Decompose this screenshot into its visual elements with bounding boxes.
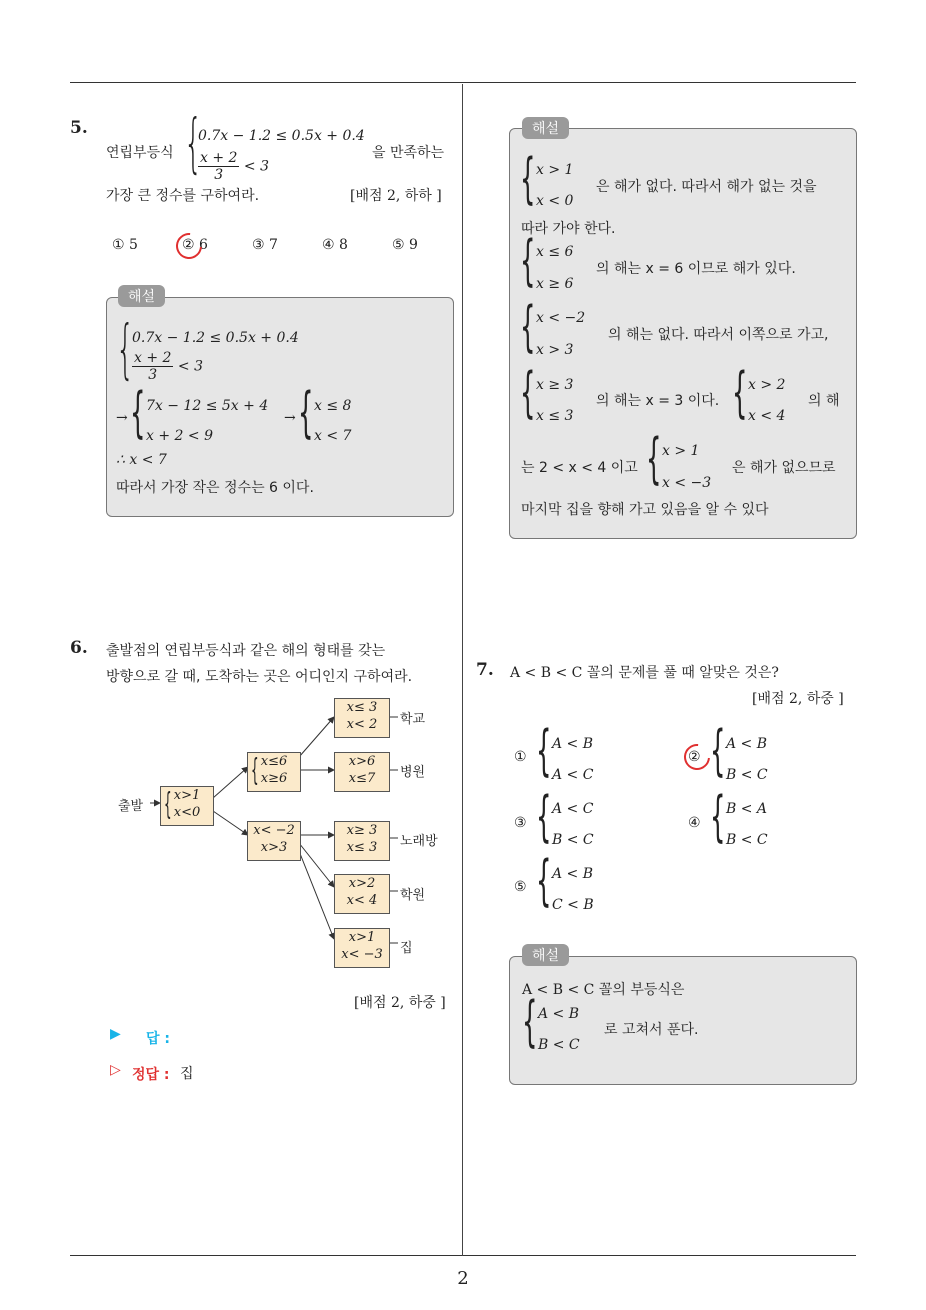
q7-opt1-brace: {: [536, 719, 552, 782]
q5-option-3[interactable]: ③ 7: [252, 237, 278, 253]
r-s5pre: 는 2 < x < 4 이고: [521, 460, 638, 476]
q5-option-1[interactable]: ① 5: [112, 237, 138, 253]
q6-dest-4-a: x>2: [348, 876, 376, 891]
r-s1cont: 따라 가야 한다.: [521, 221, 616, 237]
r-s5a: x > 1: [662, 443, 700, 459]
q5-sol-brace: {: [116, 313, 135, 387]
q7-opt4-brace: {: [710, 785, 726, 848]
q5-ineq2-rest: < 3: [243, 158, 269, 175]
q6-correct-label: 정답 :: [132, 1067, 170, 1083]
q5-option-4[interactable]: ④ 8: [322, 237, 348, 253]
q5-sol-line2-rest: < 3: [177, 358, 203, 375]
q6-node-start: { x>1 x<0: [160, 786, 214, 826]
r-s3b: x > 3: [536, 342, 574, 358]
r-s4text2: 의 해: [808, 393, 840, 409]
q6-node-1: { x≤6 x≥6: [247, 752, 301, 792]
q7-sol-a: A < B: [538, 1006, 580, 1022]
q5-ineq1: 0.7x − 1.2 ≤ 0.5x + 0.4: [198, 128, 365, 144]
q5-ineq2-num: x + 2: [200, 150, 238, 166]
bottom-rule: [70, 1255, 856, 1256]
q7-opt5b: C < B: [552, 897, 594, 913]
q6-start-label: 출발: [118, 799, 144, 814]
q7-opt3b: B < C: [552, 832, 594, 848]
q6-node-start-a: x>1: [173, 788, 201, 803]
q5-ineq2-den: 3: [214, 167, 224, 183]
q5-solution-tag: 해설: [118, 285, 165, 307]
q6-node-2-b: x>3: [260, 840, 288, 855]
q7-sol-b: B < C: [538, 1037, 580, 1053]
q5-sol-brace2: {: [130, 381, 146, 444]
q6-dest-4-label: 학원: [400, 888, 426, 903]
q7-opt1a: A < B: [552, 736, 594, 752]
q6-dest-1-a: x≤ 3: [346, 700, 378, 715]
q5-sol-therefore: ∴ x < 7: [116, 452, 167, 468]
top-rule: [70, 82, 856, 83]
r-s6: 마지막 집을 향해 가고 있음을 알 수 있다: [521, 502, 769, 518]
r-s4d: x < 4: [748, 408, 786, 424]
q6-meta: [배점 2, 하중 ]: [354, 995, 446, 1011]
r-s4c: x > 2: [748, 377, 786, 393]
q6-dest-2-a: x>6: [348, 754, 376, 769]
r-brace1: {: [520, 147, 536, 210]
q7-opt2a: A < B: [726, 736, 768, 752]
q7-opt2-brace: {: [710, 719, 726, 782]
q6-node-1-a: x≤6: [260, 754, 288, 769]
q7-number: 7.: [476, 660, 494, 680]
q6-node-start-b: x<0: [173, 805, 201, 820]
q6-answer-label: 답 :: [146, 1031, 170, 1047]
r-s2a: x ≤ 6: [536, 244, 574, 260]
q5-ineq2: [198, 150, 269, 183]
q7-meta: [배점 2, 하중 ]: [752, 691, 844, 707]
r-s5text: 은 해가 없으므로: [732, 460, 836, 476]
q6-answer-marker: ▶: [110, 1026, 121, 1042]
q6-correct-value: 집: [180, 1066, 194, 1082]
r-s4a: x ≥ 3: [536, 377, 574, 393]
q6-dest-3-label: 노래방: [400, 834, 438, 849]
arrow-to-n1: [213, 767, 248, 798]
q6-line2: 방향으로 갈 때, 도착하는 곳은 어디인지 구하여라.: [106, 669, 413, 685]
q7-opt4-mark[interactable]: ④: [688, 815, 701, 831]
q6-dest-4-b: x< 4: [346, 893, 378, 908]
q7-opt3-brace: {: [536, 785, 552, 848]
r-s1a: x > 1: [536, 162, 574, 178]
q6-node-2-a: x< −2: [253, 823, 295, 838]
q5-sol-arrow2: →: [284, 410, 296, 426]
q6-dest-3-a: x≥ 3: [346, 823, 378, 838]
q7-question: A < B < C 꼴의 문제를 풀 때 알맞은 것은?: [510, 665, 779, 681]
q5-sol-b1: x ≤ 8: [314, 398, 352, 414]
q5-option-2[interactable]: ② 6: [182, 237, 208, 253]
q6-node-1-b: x≥6: [260, 771, 288, 786]
q7-sol-text: 로 고쳐서 푼다.: [604, 1022, 699, 1038]
q5-suffix: 을 만족하는: [372, 145, 445, 161]
q7-opt3-mark[interactable]: ③: [514, 815, 527, 831]
q7-opt5-brace: {: [536, 849, 552, 912]
r-s4text: 의 해는 x = 3 이다.: [596, 393, 720, 409]
q5-line2: 가장 큰 정수를 구하여라.: [106, 188, 260, 204]
q6-dest-5-a: x>1: [348, 930, 376, 945]
q6-dest-1-b: x< 2: [346, 717, 378, 732]
q5-sol-final: 따라서 가장 작은 정수는 6 이다.: [116, 480, 314, 496]
q7-opt5-mark[interactable]: ⑤: [514, 879, 527, 895]
r-brace4: {: [520, 361, 536, 424]
q7-opt3a: A < C: [552, 801, 594, 817]
q6-dest-1-label: 학교: [400, 712, 426, 727]
r-s2text: 의 해는 x = 6 이므로 해가 있다.: [596, 261, 796, 277]
q5-sol-a1: 7x − 12 ≤ 5x + 4: [146, 398, 269, 414]
q5-sol-line2-num: x + 2: [134, 350, 172, 366]
q7-solution-tag: 해설: [522, 944, 569, 966]
q6-dest-5-label: 집: [400, 941, 413, 956]
r-s1text: 은 해가 없다. 따라서 해가 없는 것을: [596, 179, 817, 195]
q5-sol-arrow1: →: [116, 410, 128, 426]
r-s5b: x < −3: [662, 475, 712, 491]
q6-dest-3: [334, 821, 390, 861]
q7-opt2-mark[interactable]: ②: [688, 749, 701, 765]
q6-dest-2-b: x≤7: [348, 771, 376, 786]
q5-sol-a2: x + 2 < 9: [146, 428, 213, 444]
q5-sol-line2-den: 3: [148, 367, 158, 383]
q5-prefix: 연립부등식: [106, 145, 174, 161]
q5-number: 5.: [70, 118, 88, 138]
q6-dest-4: [334, 874, 390, 914]
q6-dest-2-label: 병원: [400, 765, 426, 780]
q6-node-2: [247, 821, 301, 861]
r-brace2: {: [520, 229, 536, 292]
q7-opt1b: A < C: [552, 767, 594, 783]
page-number: 2: [457, 1268, 469, 1289]
q7-opt5a: A < B: [552, 866, 594, 882]
r-brace6: {: [646, 427, 662, 490]
q7-opt1-mark[interactable]: ①: [514, 749, 527, 765]
q6-dest-2: [334, 752, 390, 792]
q6-correct-marker: ▷: [110, 1062, 121, 1078]
r-s2b: x ≥ 6: [536, 276, 574, 292]
r-brace5: {: [732, 361, 748, 424]
q7-opt4b: B < C: [726, 832, 768, 848]
q5-sol-line2: [132, 350, 203, 383]
arrow-to-n2: [213, 811, 248, 835]
q7-sol-brace: {: [522, 990, 538, 1053]
q6-dest-5: [334, 928, 390, 968]
r-s3text: 의 해는 없다. 따라서 이쪽으로 가고,: [608, 327, 829, 343]
r-s1b: x < 0: [536, 193, 574, 209]
q5-brace: {: [184, 107, 203, 181]
q5-sol-b2: x < 7: [314, 428, 352, 444]
q5-sol-line1: 0.7x − 1.2 ≤ 0.5x + 0.4: [132, 330, 299, 346]
q6-number: 6.: [70, 638, 88, 658]
q6-line1: 출발점의 연립부등식과 같은 해의 형태를 갖는: [106, 643, 386, 659]
column-divider: [462, 84, 463, 1256]
q6-dest-1: [334, 698, 390, 738]
q5-answer-circle-mark: [171, 228, 208, 265]
r-s4b: x ≤ 3: [536, 408, 574, 424]
q6-dest-3-b: x≤ 3: [346, 840, 378, 855]
q5-sol-brace3: {: [298, 381, 314, 444]
arrow-n1-d1: [299, 717, 334, 757]
q5-meta: [배점 2, 하하 ]: [350, 188, 442, 204]
q6-solution-tag: 해설: [522, 117, 569, 139]
r-brace3: {: [520, 295, 536, 358]
r-s3a: x < −2: [536, 310, 586, 326]
q5-option-5[interactable]: ⑤ 9: [392, 237, 418, 253]
q7-sol-line1: A < B < C 꼴의 부등식은: [522, 982, 685, 998]
q7-opt4a: B < A: [726, 801, 768, 817]
q7-opt2b: B < C: [726, 767, 768, 783]
q6-dest-5-b: x< −3: [341, 947, 383, 962]
